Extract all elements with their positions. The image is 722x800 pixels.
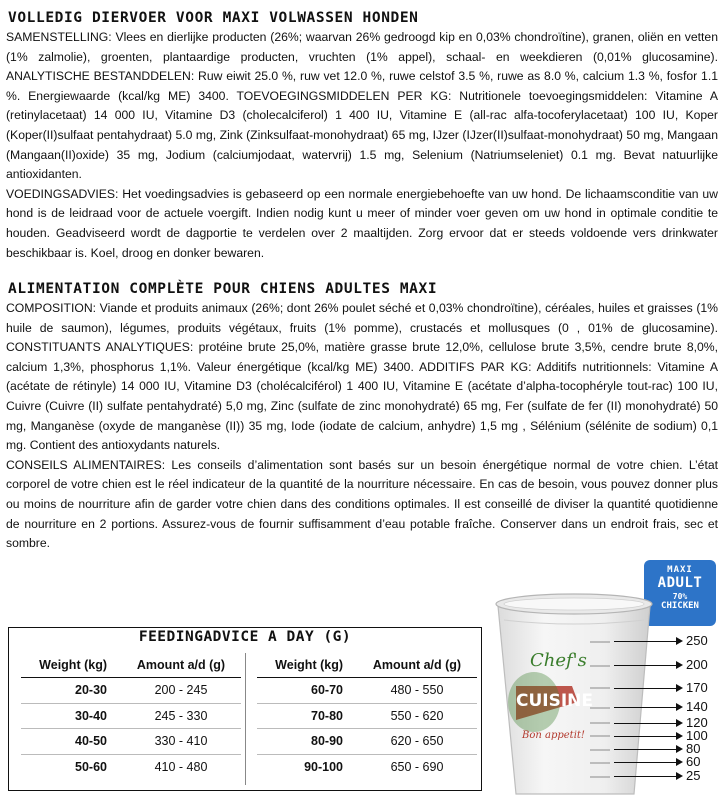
feeding-table-left [21,653,241,779]
cup-tagline: Bon appetit! [522,730,585,741]
scale-mark-line [614,665,676,666]
scale-mark-arrow [676,732,683,740]
scale-mark-label: 25 [686,768,701,783]
weight-cell: 90-100 [304,760,343,775]
cup-brand-top: Chef's [530,650,587,671]
feeding-table-title: FEEDINGADVICE A DAY (G) [138,629,352,645]
scale-mark-label: 200 [686,657,708,672]
feeding-advice-table [8,627,482,791]
scale-mark-line [614,641,676,642]
scale-mark-label: 140 [686,699,708,714]
scale-mark-line [614,736,676,737]
maxi-adult-badge [644,560,716,626]
scale-mark-arrow [676,661,683,669]
scale-mark-arrow [676,703,683,711]
dutch-composition-paragraph: SAMENSTELLING: Vlees en dierlijke producten (26%; waarvan 26% gedroogd kip en 0,03% chondroïtine), granen, oliën en vetten (1% zalmolie), groenten, plantaardige producten, vruchten (1% appel), schaal- en weekdieren (0,01% glucosamine). ANALYTISCHE BESTANDDELEN: Ruw eiwit 25.0 %, ruw vet 12.0 %, ruwe celstof 3.5 %, ruwe as 8.0 %, calcium 1.3 %, fosfor 1.1 %. Energiewaarde (kcal/kg ME) 3400. TOEVOEGINGSMIDDELEN PER KG: Nutritionele toevoegingsmiddelen: Vitamine A (retinylacetaat) 14 000 IU, Vitamine D3 (cholecalciferol) 1 400 IU, Vitamine E (all-rac alfa-tocoferylacetaat) 100 IU, Koper (Koper(II)sulfaat pentahydraat) 5.0 mg, Zink (Zinksulfaat-monohydraat) 65 mg, IJzer (IJzer(II)sulfaat-monohydraat) 50 mg, Mangaan (Mangaan(II)oxide) 35 mg, Jodium (calciumjodaat, watervrij) 1.5 mg, Selenium (Natriumseleniet) 0.1 mg. Bevat natuurlijke antioxidanten. [6,30,718,182]
scale-mark-label: 80 [686,741,701,756]
badge-maxi: MAXI [667,565,693,575]
measuring-cup-image [494,590,654,798]
weight-cell: 30-40 [21,703,121,729]
weight-cell: 70-80 [257,703,357,729]
scale-mark-label: 100 [686,728,708,743]
amount-cell: 650 - 690 [390,760,444,775]
amount-cell: 200 - 245 [121,678,241,704]
scale-mark-label: 170 [686,680,708,695]
weight-cell: 20-30 [21,678,121,704]
badge-chicken: CHICKEN [661,601,699,611]
scale-mark-line [614,723,676,724]
amount-cell: 480 - 550 [357,678,477,704]
scale-mark-line [614,749,676,750]
scale-mark-arrow [676,719,683,727]
table-row [21,729,241,755]
scale-mark-line [614,688,676,689]
dutch-title: VOLLEDIG DIERVOER VOOR MAXI VOLWASSEN HONDEN [8,10,419,26]
amount-cell: 410 - 480 [154,760,208,775]
table-row [257,678,477,704]
scale-mark-arrow [676,772,683,780]
scale-mark-arrow [676,758,683,766]
table-row [21,703,241,729]
amount-cell: 550 - 620 [357,703,477,729]
scale-mark-line [614,762,676,763]
scale-mark-arrow [676,684,683,692]
scale-mark-line [614,707,676,708]
weight-cell: 50-60 [75,760,107,775]
table-divider [245,653,246,785]
cup-brand-main: CUISINE [516,691,594,711]
scale-mark-arrow [676,637,683,645]
feeding-table-right [257,653,477,779]
dutch-text [6,28,718,263]
badge-percent: 70% [672,592,688,601]
weight-header: Weight (kg) [21,653,121,678]
amount-cell: 330 - 410 [121,729,241,755]
table-row [21,678,241,704]
amount-cell: 620 - 650 [357,729,477,755]
dutch-feeding-paragraph: VOEDINGSADVIES: Het voedingsadvies is gebaseerd op een normale energiebehoefte van uw hond. De lichaamsconditie van uw hond is de leidraad voor de actuele voergift. Indien nodig kunt u meer of minder voer geven om uw hond in optimale conditie te houden. Geadviseerd wordt de dagportie te verdelen over 2 maaltijden. Zorg ervoor dat er steeds voldoende vers drinkwater beschikbaar is. Koel, droog en donker bewaren. [6,186,718,260]
french-composition-paragraph: COMPOSITION: Viande et produits animaux (26%; dont 26% poulet séché et 0,03% chondroïtine), céréales, huiles et graisses (1% huile de saumon), légumes, produits végétaux, fruits (1% pomme), crustacés et mollusques (0 , 01% de glucosamine). CONSTITUANTS ANALYTIQUES: protéine brute 25,0%, matière grasse brute 12,0%, cellulose brute 3,5%, cendre brute 8,0%, calcium 1,3%, phosphorus 1,1%. Valeur énergétique (kcal/kg ME) 3400. ADDITIFS PAR KG: Additifs nutritionnels: Vitamine A (acétate de rétinyle) 14 000 IU, Vitamine D3 (cholécalciférol) 1 400 IU, Vitamine E (acétate d’alpha-tocophéryle tout-rac) 100 IU, Cuivre (Cuivre (II) sulfate pentahydraté) 5,0 mg, Zinc (sulfate de zinc monohydraté) 65 mg, Fer (sulfate de fer (II) monohydraté) 50 mg, Manganèse (oxyde de manganèse (II)) 35 mg, Iode (iodate de calcium, anhydre) 1,5 mg , Sélénium (sélénite de sodium) 0,1 mg. Contient des antioxydants naturels. [6,301,718,453]
amount-cell: 245 - 330 [121,703,241,729]
french-feeding-paragraph: CONSEILS ALIMENTAIRES: Les conseils d’alimentation sont basés sur un besoin énergétique normal de votre chien. L’état corporel de votre chien est le réel indicateur de la quantité de la nourriture nécessaire. En cas de besoin, vous pouvez donner plus ou moins de nourriture afin de garder votre chien dans des conditions optimales. Il est conseillé de diviser la quantité quotidienne de nourriture en 2 portions. Assurez-vous de fournir suffisamment d’eau potable fraîche. Conserver dans un endroit frais, sec et sombre. [6,457,718,551]
weight-cell: 80-90 [257,729,357,755]
scale-mark-label: 250 [686,633,708,648]
scale-mark-line [614,776,676,777]
weight-cell: 60-70 [257,678,357,704]
scale-mark-arrow [676,745,683,753]
table-row [257,703,477,729]
table-row [257,754,477,779]
table-row [21,754,241,779]
amount-header: Amount a/d (g) [357,653,477,678]
scale-mark-label: 60 [686,754,701,769]
amount-header: Amount a/d (g) [121,653,241,678]
weight-header: Weight (kg) [257,653,357,678]
table-row [257,729,477,755]
french-text [6,299,718,554]
weight-cell: 40-50 [21,729,121,755]
scale-mark-label: 120 [686,715,708,730]
french-title: ALIMENTATION COMPLÈTE POUR CHIENS ADULTES MAXI [8,281,438,297]
badge-adult: ADULT [657,575,703,591]
